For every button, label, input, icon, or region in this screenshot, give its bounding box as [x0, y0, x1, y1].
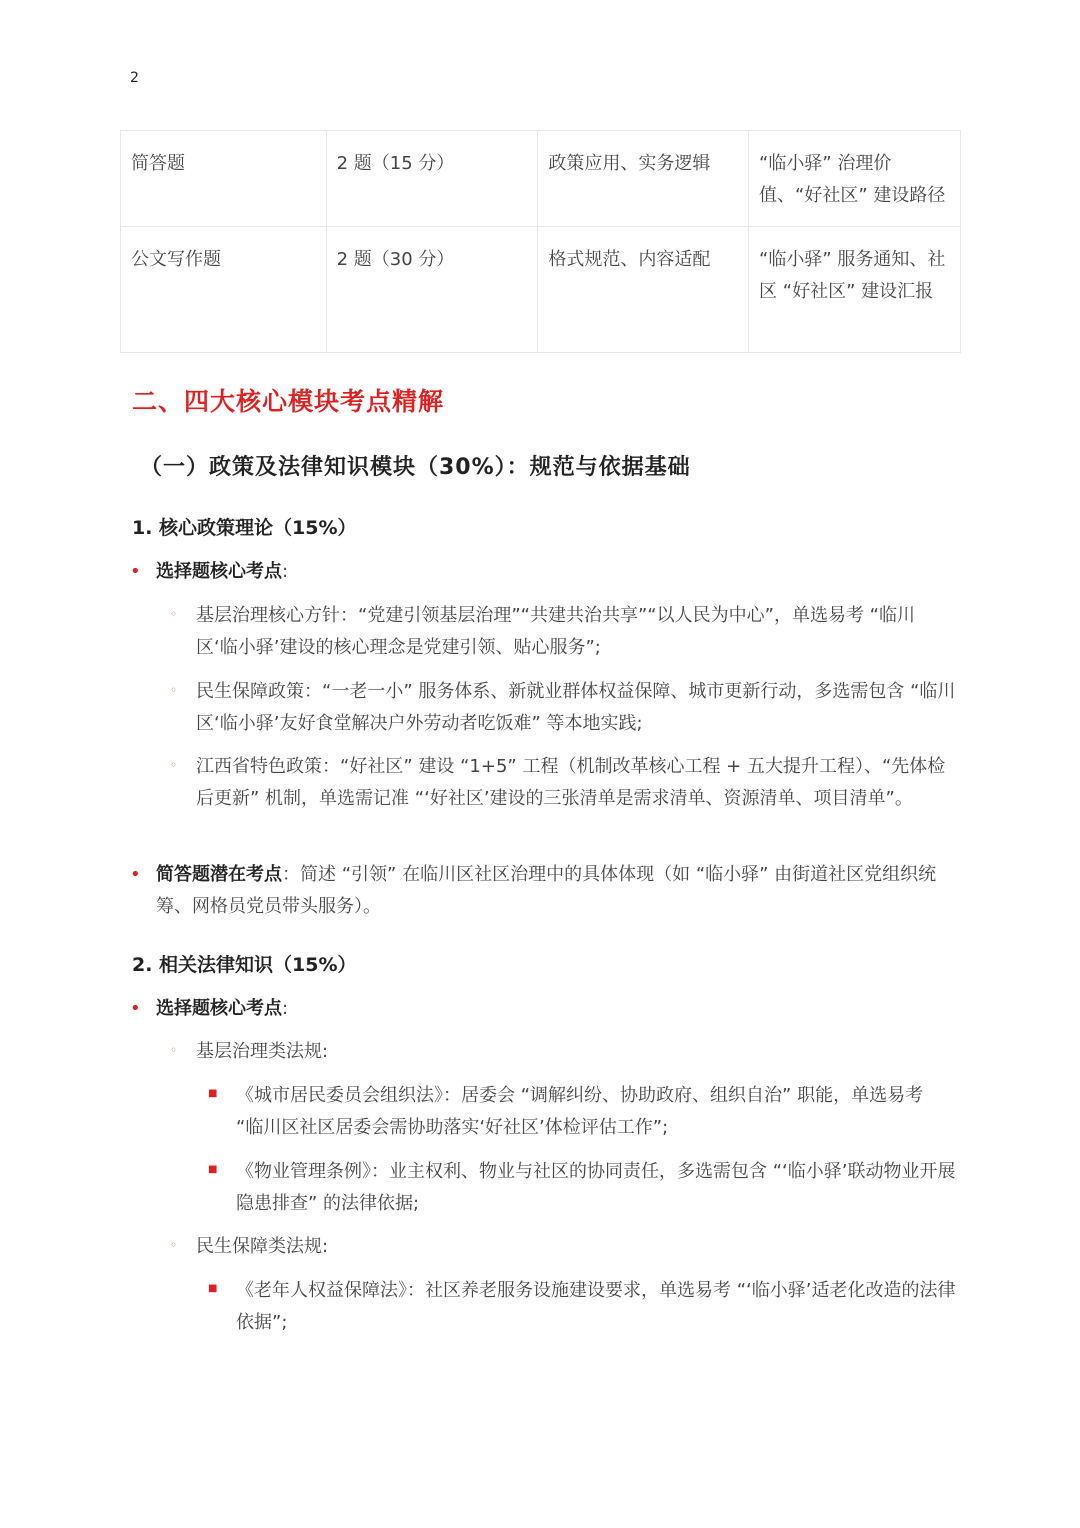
exam-structure-table [120, 130, 961, 353]
part2-group1-item-2: 《物业管理条例》：业主权利、物业与社区的协同责任，多选需包含 “‘临小驿’联动物业开展隐患排查” 的法律依据; [236, 1161, 956, 1214]
bullet-disc-icon: • [130, 561, 141, 582]
table-cell-type: 简答题 [121, 131, 327, 227]
part1-item-2: 民生保障政策：“一老一小” 服务体系、新就业群体权益保障、城市更新行动，多选需包含 “临川区‘临小驿’友好食堂解决户外劳动者吃饭难” 等本地实践; [196, 681, 956, 734]
part1-choice-colon: : [282, 561, 289, 582]
part1-short-label: 简答题潜在考点 [156, 864, 282, 885]
bullet-square-icon: ■ [208, 1164, 218, 1175]
table-row [121, 227, 961, 353]
part1-item-1: 基层治理核心方针：“党建引领基层治理”“共建共治共享”“以人民为中心”，单选易考 “临川区‘临小驿’建设的核心理念是党建引领、贴心服务”; [196, 605, 915, 658]
part1-choice-label-row [156, 556, 956, 588]
bullet-disc-icon: • [130, 864, 141, 885]
part2-heading: 2. 相关法律知识（15%） [132, 954, 357, 976]
part2-group2-item-1: 《老年人权益保障法》：社区养老服务设施建设要求，单选易考 “‘临小驿’适老化改造的法律依据”; [236, 1280, 956, 1333]
table-cell-topic: “临小驿” 治理价值、“好社区” 建设路径 [749, 131, 961, 227]
table-cell-type: 公文写作题 [121, 227, 327, 353]
bullet-circle-icon: ◦ [170, 758, 178, 772]
part1-short-text: ：简述 “引领” 在临川区社区治理中的具体体现（如 “临小驿” 由街道社区党组织统筹、网格员党员带头服务）。 [156, 864, 937, 917]
table-cell-topic: “临小驿” 服务通知、社区 “好社区” 建设汇报 [749, 227, 961, 353]
part1-heading: 1. 核心政策理论（15%） [132, 517, 357, 539]
section-title: 二、四大核心模块考点精解 [132, 387, 445, 416]
part1-choice-label: 选择题核心考点 [156, 561, 282, 582]
bullet-disc-icon: • [130, 998, 141, 1019]
part2-choice-colon: : [282, 998, 289, 1019]
bullet-square-icon: ■ [208, 1283, 218, 1294]
part2-group2-label: 民生保障类法规: [196, 1236, 329, 1257]
part2-choice-label: 选择题核心考点 [156, 998, 282, 1019]
part1-item-3: 江西省特色政策：“好社区” 建设 “1+5” 工程（机制改革核心工程 + 五大提升工程）、“先体检后更新” 机制，单选需记准 “‘好社区’建设的三张清单是需求清单、资源清单、项目清单”。 [196, 756, 946, 809]
bullet-square-icon: ■ [208, 1088, 218, 1099]
section-subtitle: （一）政策及法律知识模块（30%）：规范与依据基础 [140, 455, 691, 480]
bullet-circle-icon: ◦ [170, 1043, 178, 1057]
page-number: 2 [130, 70, 139, 86]
table-row [121, 131, 961, 227]
table-cell-focus: 格式规范、内容适配 [538, 227, 749, 353]
bullet-circle-icon: ◦ [170, 683, 178, 697]
part1-short-answer [156, 859, 956, 923]
table-cell-focus: 政策应用、实务逻辑 [538, 131, 749, 227]
bullet-circle-icon: ◦ [170, 1238, 178, 1252]
part2-group1-label: 基层治理类法规: [196, 1041, 329, 1062]
part2-group1-item-1: 《城市居民委员会组织法》：居委会 “调解纠纷、协助政府、组织自治” 职能，单选易考 “临川区社区居委会需协助落实‘好社区’体检评估工作”; [236, 1085, 924, 1138]
table-cell-count: 2 题（15 分） [326, 131, 538, 227]
part2-choice-label-row [156, 993, 956, 1025]
table-cell-count: 2 题（30 分） [326, 227, 538, 353]
bullet-circle-icon: ◦ [170, 607, 178, 621]
